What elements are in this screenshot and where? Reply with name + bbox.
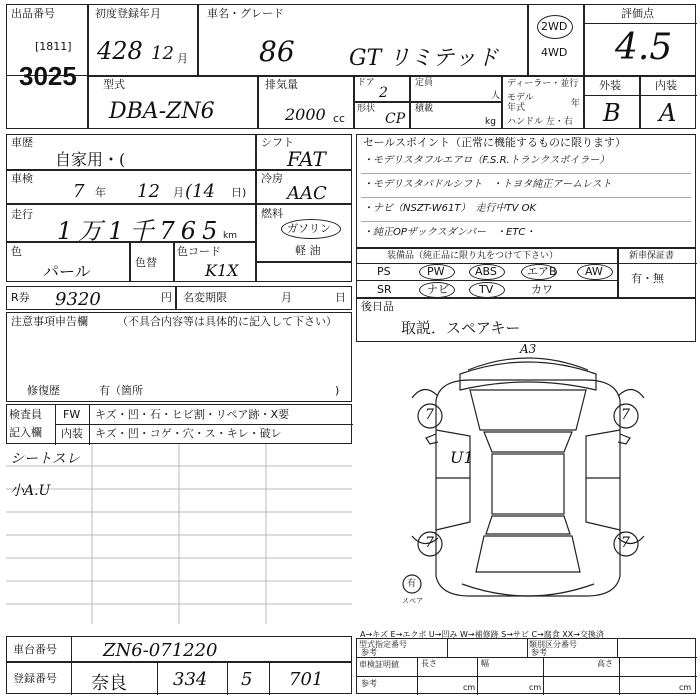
notes-box [6, 312, 352, 402]
equip-circle [577, 264, 613, 280]
type-number-ref: 参考 [361, 648, 377, 657]
tire-mark-rr: 7 [621, 535, 630, 551]
fuel-gas: ガソリン [287, 222, 331, 235]
equip-circle [469, 282, 505, 298]
door-box [354, 76, 410, 102]
mileage-value: 1万1千765 [57, 217, 224, 245]
type-value: DBA-ZN6 [109, 99, 215, 124]
first-reg-month-unit: 月 [177, 52, 188, 65]
lot-number-label: 出品番号 [11, 7, 55, 20]
type-label: 型式 [103, 78, 125, 91]
sales-point-item: ・純正OPザックスダンパー ・ETC・ [363, 227, 536, 238]
vehicle-spec-box [356, 638, 696, 694]
diagram-mark-top: A3 [520, 342, 537, 356]
drive-4wd: 4WD [541, 46, 568, 59]
registration-number: 701 [289, 669, 324, 690]
sales-point-item: ・モデリスタフルエアロ（F.S.R.トランクスポイラー） [363, 155, 610, 166]
inspector-note-1: シートスレ [10, 451, 80, 467]
cert-ref: 参考 [361, 679, 377, 688]
equip-circle [521, 264, 557, 280]
shape-value: CP [385, 111, 406, 127]
type-box [88, 76, 258, 129]
model-grade: GT リミテッド [349, 46, 499, 71]
exterior-box [584, 76, 640, 129]
class-number-label: 類別区分番号 [529, 640, 577, 649]
equip-circle [469, 264, 505, 280]
mileage-box [6, 204, 256, 245]
ac-label: 冷房 [261, 172, 283, 185]
equip-sr: SR [377, 283, 392, 296]
fuel-filler-box [256, 262, 352, 282]
load-label: 積載 [415, 104, 434, 114]
shaken-label: 車検 [11, 172, 33, 185]
first-reg-year: 428 [97, 37, 143, 65]
equip-circle [419, 282, 455, 298]
int-text: キズ・凹・コゲ・穴・ス・キレ・破レ [95, 427, 282, 440]
deadline-label: 名変期限 [183, 291, 227, 304]
shaken-day-unit: 日) [231, 186, 247, 199]
capacity-label: 定員 [415, 78, 434, 88]
history-value: 自家用・( [55, 150, 126, 169]
damage-legend: A→キズ E→エクボ U→凹み W→補修跡 S→サビ C→腐食 XX→交換済 [360, 630, 604, 639]
inspector-label-2: 記入欄 [9, 426, 42, 439]
repair-value: 有（箇所 [99, 384, 143, 397]
tire-mark-fr: 7 [621, 407, 630, 423]
capacity-unit: 人 [491, 91, 501, 101]
exterior-grade: B [603, 99, 621, 127]
class-number-ref: 参考 [531, 648, 547, 657]
sales-points-label: セールスポイント（正常に機能するものに限ります） [363, 136, 627, 149]
inspector-label-1: 検査員 [9, 408, 42, 421]
chassis-box [6, 636, 352, 662]
equip-circle [419, 264, 455, 280]
equip-navi: ナビ [427, 283, 449, 296]
notes-label: 注意事項申告欄 [11, 315, 88, 328]
shift-value: FAT [287, 147, 326, 171]
displacement-value: 2000 [285, 105, 326, 124]
door-label: ドア [357, 78, 375, 88]
first-reg-box [88, 4, 198, 76]
registration-box [6, 662, 352, 694]
mileage-unit: km [223, 231, 237, 241]
shaken-year: 7 [73, 181, 85, 202]
model-box [198, 4, 528, 76]
color-code-label: 色コード [177, 245, 221, 258]
registration-label: 登録番号 [13, 672, 57, 685]
mileage-label: 走行 [11, 208, 33, 221]
notes-grid-lines [6, 444, 352, 624]
accessories-label: 後日品 [361, 300, 394, 313]
car-diagram [400, 340, 656, 610]
fw-label: FW [63, 408, 81, 421]
color-label: 色 [11, 245, 22, 258]
shift-box [256, 134, 352, 170]
equipment-label: 装備品（純正品に限り丸をつけて下さい） [387, 251, 559, 261]
repair-close: ) [335, 384, 340, 397]
shift-label: シフト [261, 136, 294, 149]
score-label: 評価点 [621, 7, 654, 20]
fw-text: キズ・凹・石・ヒビ割・リペア跡・X要 [95, 408, 290, 421]
drive-2wd: 2WD [541, 20, 568, 33]
first-reg-label: 初度登録年月 [95, 7, 161, 20]
warranty-label: 新車保証書 [629, 251, 675, 261]
color-code-box [174, 242, 256, 282]
model-label: 車名・グレード [207, 7, 284, 20]
displacement-label: 排気量 [265, 78, 298, 91]
length-label: 長さ [421, 659, 437, 668]
width-unit: cm [529, 683, 542, 692]
shaken-year-unit: 年 [95, 186, 106, 199]
equip-aw: AW [585, 265, 603, 278]
door-value: 2 [379, 85, 388, 101]
warranty-value: 有・無 [631, 272, 664, 285]
deadline-day: 日 [335, 291, 346, 304]
score-value: 4.5 [615, 27, 673, 68]
year-unit: 年 [571, 99, 581, 109]
diagram-mark-roof: U1 [450, 448, 474, 467]
r-ken-label: R券 [11, 291, 30, 304]
displacement-unit: cc [333, 112, 346, 125]
handle-label: ハンドル 左・右 [507, 117, 573, 127]
history-label: 車歴 [11, 136, 33, 149]
registration-area: 奈良 [91, 673, 127, 694]
r-ken-unit: 円 [161, 291, 172, 304]
history-box [6, 134, 256, 170]
first-reg-month: 12 [151, 43, 174, 64]
spare-label: スペア [402, 597, 423, 605]
height-label: 高さ [597, 659, 613, 668]
shape-box [354, 102, 410, 129]
inspector-box [6, 404, 352, 444]
inspector-notes-grid [6, 444, 352, 624]
color-code-value: K1X [205, 261, 239, 280]
sales-point-item: ・モデリスタパドルシフト ・トヨタ純正アームレスト [363, 179, 612, 190]
dealer-box [502, 76, 584, 129]
inspector-note-2: 小A.U [10, 483, 51, 499]
color-box [6, 242, 130, 282]
model-name: 86 [259, 35, 295, 68]
equip-leather: カワ [531, 283, 553, 296]
deadline-box [176, 286, 352, 310]
equip-tv: TV [479, 283, 494, 296]
shaken-box [6, 170, 256, 204]
tire-mark-rl: 7 [425, 535, 434, 551]
shaken-month: 12 [137, 181, 160, 202]
repaint-label: 色替 [135, 256, 157, 269]
registration-class: 334 [173, 669, 208, 690]
type-number-label: 型式指定番号 [359, 640, 407, 649]
registration-kana: 5 [241, 669, 253, 690]
dealer-label: ディーラー・並行 [507, 79, 579, 89]
equip-ps: PS [377, 265, 391, 278]
repair-label: 修復歴 [27, 384, 60, 397]
chassis-value: ZN6-071220 [103, 640, 218, 661]
height-unit: cm [679, 683, 692, 692]
accessories-box [356, 298, 696, 342]
repaint-box [130, 242, 174, 282]
load-unit: kg [485, 117, 496, 127]
drive-circle [537, 15, 573, 39]
fuel-label: 燃料 [261, 207, 283, 220]
notes-hint: （不具合内容等は具体的に記入して下さい） [117, 315, 337, 328]
width-label: 幅 [481, 659, 489, 668]
displacement-box [258, 76, 354, 129]
equip-abs: ABS [475, 265, 497, 278]
r-ken-box [6, 286, 176, 310]
interior-grade: A [659, 99, 677, 127]
interior-box [640, 76, 696, 129]
shaken-month-unit: 月 [173, 186, 184, 199]
accessories-value: 取説．スペアキー [401, 319, 521, 337]
spare-mark: 有 [407, 579, 417, 589]
sales-points-box [356, 134, 696, 248]
exterior-label: 外装 [599, 79, 621, 92]
r-ken-value: 9320 [55, 289, 101, 310]
lot-number-box [6, 4, 88, 129]
shape-label: 形状 [357, 104, 376, 114]
interior-label: 内装 [655, 79, 677, 92]
fuel-gas-circle [281, 219, 341, 239]
deadline-month: 月 [281, 291, 292, 304]
model-year-label: モデル年式 [507, 93, 534, 113]
car-diagram-svg [400, 340, 656, 610]
score-box [584, 4, 696, 76]
lot-number-code: [1811] [35, 40, 72, 53]
cert-label: 車検証明値 [359, 660, 399, 669]
color-value: パール [43, 262, 91, 281]
warranty-box [618, 248, 696, 298]
ac-box [256, 170, 352, 204]
equip-airbag: エアB [527, 265, 557, 278]
chassis-label: 車台番号 [13, 643, 57, 656]
capacity-box [410, 76, 502, 102]
sales-point-item: ・ナビ（NSZT-W61T） 走行中TV OK [363, 203, 537, 214]
shaken-day: (14 [185, 181, 215, 202]
fuel-box [256, 204, 352, 262]
drive-box [528, 4, 584, 76]
load-box [410, 102, 502, 129]
length-unit: cm [463, 683, 476, 692]
fuel-diesel: 軽 油 [295, 244, 321, 257]
tire-mark-fl: 7 [425, 407, 434, 423]
equip-pw: PW [427, 265, 445, 278]
equipment-box [356, 248, 618, 298]
lot-number: 3025 [19, 61, 77, 91]
int-label: 内装 [61, 427, 83, 440]
ac-value: AAC [287, 183, 327, 204]
